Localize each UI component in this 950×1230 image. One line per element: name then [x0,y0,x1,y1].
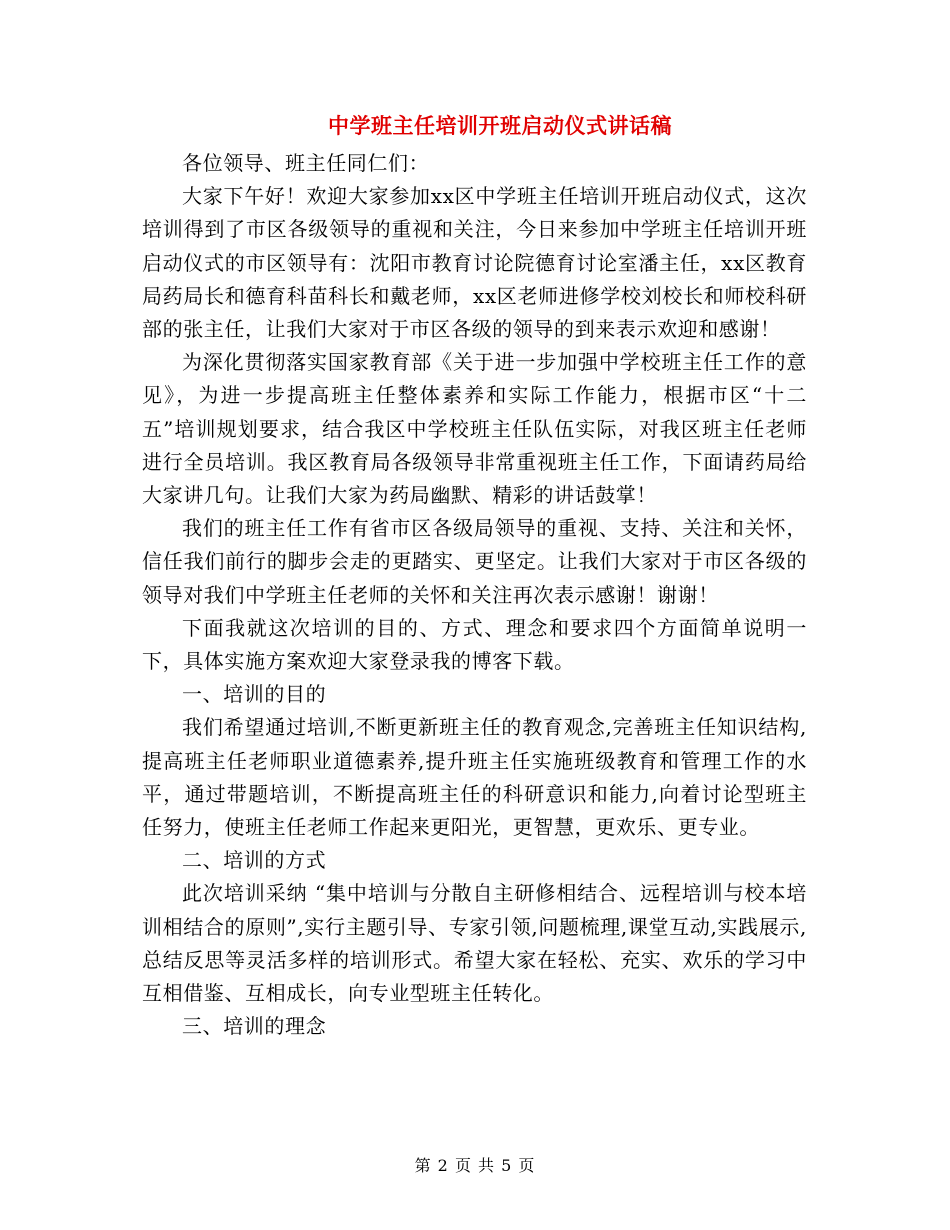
section-heading: 三、培训的理念 [182,1014,327,1039]
paragraph: 大家下午好！欢迎大家参加xx区中学班主任培训开班启动仪式，这次培训得到了市区各级领导的重视和关注，今日来参加中学班主任培训开班启动仪式的市区领导有：沈阳市教育讨论院德育讨论室潘主任，xx区教育局药局长和德育科苗科长和戴老师，xx区老师进修学校刘校长和师校科研部的张主任，让我们大家对于市区各级的领导的到来表示欢迎和感谢！ [142,184,807,342]
page-number-footer: 第 2 页 共 5 页 [414,1156,536,1175]
paragraph: 我们希望通过培训,不断更新班主任的教育观念,完善班主任知识结构,提高班主任老师职业道德素养,提升班主任实施班级教育和管理工作的水平，通过带题培训，不断提高班主任的科研意识和能力,向着讨论型班主任努力，使班主任老师工作起来更阳光，更智慧，更欢乐、更专业。 [142,715,807,840]
paragraph: 我们的班主任工作有省市区各级局领导的重视、支持、关注和关怀，信任我们前行的脚步会走的更踏实、更坚定。让我们大家对于市区各级的领导对我们中学班主任老师的关怀和关注再次表示感谢！谢谢！ [142,516,807,607]
paragraph: 此次培训采纳 “集中培训与分散自主研修相结合、远程培训与校本培训相结合的原则”,实行主题引导、专家引领,问题梳理,课堂互动,实践展示,总结反思等灵活多样的培训形式。希望大家在轻松、充实、欢乐的学习中互相借鉴、互相成长，向专业型班主任转化。 [142,881,807,1006]
paragraph-salutation: 各位领导、班主任同仁们： [182,151,430,175]
document-title: 中学班主任培训开班启动仪式讲话稿 [328,113,672,138]
document-body [142,147,807,1043]
paragraph: 下面我就这次培训的目的、方式、理念和要求四个方面简单说明一下，具体实施方案欢迎大家登录我的博客下载。 [142,615,807,674]
paragraph: 为深化贯彻落实国家教育部《关于进一步加强中学校班主任工作的意见》，为进一步提高班主任整体素养和实际工作能力，根据市区“十二五”培训规划要求，结合我区中学校班主任队伍实际，对我区班主任老师进行全员培训。我区教育局各级领导非常重视班主任工作，下面请药局给大家讲几句。让我们大家为药局幽默、精彩的讲话鼓掌！ [142,350,807,508]
section-heading: 二、培训的方式 [182,848,327,873]
section-heading: 一、培训的目的 [182,682,327,707]
